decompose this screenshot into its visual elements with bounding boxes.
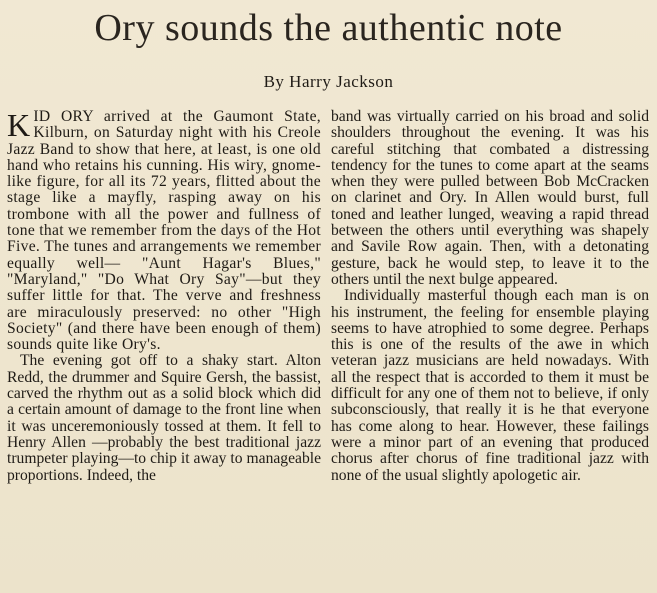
paragraph: band was virtually carried on his broad and solid shoulders throughout the evening. It was his careful stitching that combated a distressing tendency for the tunes to come apart at the seams when they were pulled between Bob McCracken on clarinet and Ory. In Allen would burst, full toned and leather lunged, weaving a rapid thread between the others until everything was shapely and Savile Row again. Then, with a detonating gesture, back he would step, to leave it to the others until the next bulge appeared.: [331, 108, 649, 288]
lead-paragraph: [7, 109, 321, 353]
left-column: [7, 109, 321, 484]
drop-cap: K: [7, 107, 31, 143]
byline: By Harry Jackson: [263, 72, 394, 91]
paragraph: The evening got off to a shaky start. Alton Redd, the drummer and Squire Gersh, the bassist, carved the rhythm out as a solid block which did a certain amount of damage to the front line when it was unceremoniously tossed at them. It fell to Henry Allen —probably the best traditional jazz trumpeter playing—to chip it away to manageable proportions. Indeed, the: [7, 352, 321, 484]
right-column: [331, 109, 649, 484]
lead-text: ID ORY arrived at the Gaumont State, Kilburn, on Saturday night with his Creole Jazz Band to show that here, at least, is one old hand who retains his cunning. His wiry, gnome-like figure, for all its 72 years, flitted about the stage like a mayfly, rasping away on his trombone with all the power and fullness of tone that we remember from the days of the Hot Five. The tunes and arrangements we remember equally well— "Aunt Hagar's Blues," "Maryland," "Do What Ory Say"—but they suffer little for that. The verve and freshness are miraculously preserved: no other "High Society" (and there have been enough of them) sounds quite like Ory's.: [7, 108, 321, 354]
headline: Ory sounds the authentic note: [94, 7, 563, 49]
paragraph: Individually masterful though each man is on his instrument, the feeling for ensemble playing seems to have atrophied to some degree. Perhaps this is one of the results of the awe in which veteran jazz musicians are held nowadays. With all the respect that is accorded to them it must be difficult for any one of them not to believe, if only subconsciously, that really it is he that everyone has come along to hear. However, these failings were a minor part of an evening that produced chorus after chorus of fine traditional jazz with none of the usual slightly apologetic air.: [331, 287, 649, 484]
